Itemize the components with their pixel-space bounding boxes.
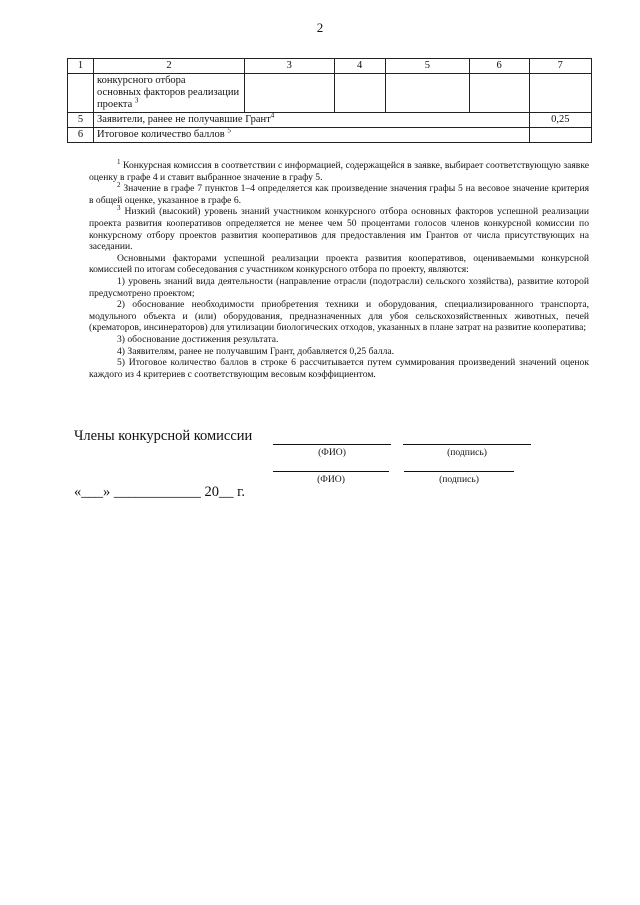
table-cell [244, 74, 334, 113]
score-value [529, 128, 591, 143]
table-row-continued [68, 74, 592, 113]
table-cell [68, 74, 94, 113]
footnote-ref: 5 [227, 126, 231, 135]
header-cell-4: 4 [334, 59, 385, 74]
signature-line-2 [404, 471, 514, 472]
criterion-cell [94, 74, 245, 113]
footnote-ref: 3 [134, 96, 139, 105]
header-cell-7: 7 [529, 59, 591, 74]
table-cell [385, 74, 469, 113]
criteria-table [67, 58, 592, 143]
fio-line-2 [273, 471, 389, 472]
header-cell-6: 6 [469, 59, 529, 74]
factor-1: 1) уровень знаний вида деятельности (направление отрасли (подотрасли) сельского хозяйства), развитие которой предусмотрено проектом; [89, 275, 589, 299]
commission-members-title: Члены конкурсной комиссии [74, 428, 253, 444]
criterion-cell: Итоговое количество баллов $^5$ [94, 128, 530, 143]
factors-intro: Основными факторами успешной реализации проекта развития кооперативов, оцениваемыми конкурсной комиссией по итогам собеседования с участником конкурсного отбора по проекту, являются: [89, 252, 589, 276]
fio-caption-2: (ФИО) [317, 474, 345, 485]
footnote-2: $^2$ Значение в графе 7 пунктов 1–4 определяется как произведение значения графы 5 на весовое значение критерия в общей оценке, указанное в графе 6. [89, 181, 589, 206]
row-number: 6 [68, 128, 94, 143]
fio-line-1 [273, 444, 391, 445]
signature-caption-1: (подпись) [447, 447, 487, 458]
header-cell-1: 1 [68, 59, 94, 74]
criterion-line: основных факторов реализации [97, 87, 240, 98]
table-row-6 [68, 128, 592, 143]
page-number: 2 [316, 20, 324, 35]
factor-2: 2) обоснование необходимости приобретения техники и оборудования, специализированного транспорта, модульного объекта и (или) оборудования, предназначенных для убоя сельскохозяйственных животных, печей (крематоров, инсинераторов) для утилизации биологических отходов, указанных в плане затрат на развитие кооператива; [89, 299, 589, 334]
table-cell [334, 74, 385, 113]
footnote-ref: 4 [270, 111, 275, 120]
footnote-1: $^1$ Конкурсная комиссия в соответствии с информацией, содержащейся в заявке, выбирает соответствующую заявке оценку в графе 4 и ставит выбранное значение в графу 5. [89, 157, 589, 183]
signature-caption-2: (подпись) [439, 474, 479, 485]
note-5: 5) Итоговое количество баллов в строке 6 рассчитывается путем суммирования произведений значений оценок каждого из 4 критериев с соответствующим весовым коэффициентом. [89, 357, 589, 380]
criterion-line: проекта $^3$ [97, 96, 139, 110]
footnotes [89, 157, 589, 380]
header-cell-5: 5 [385, 59, 469, 74]
table-row-5 [68, 113, 592, 128]
row-number: 5 [68, 113, 94, 128]
footnote-3: $^3$ Низкий (высокий) уровень знаний участником конкурсного отбора основных факторов успешной реализации проекта развития кооперативов определяется не менее чем 50 процентами голосов членов конкурсной комиссии по конкурсному отбору проектов развития кооперативов для предоставления им Грантов от числа присутствующих на заседании. [89, 204, 589, 253]
date-line: «___» ____________ 20__ г. [74, 484, 246, 500]
signature-line-1 [403, 444, 531, 445]
fio-caption-1: (ФИО) [318, 447, 346, 458]
factor-3: 3) обоснование достижения результата. [117, 333, 279, 345]
table-cell [529, 74, 591, 113]
score-value: 0,25 [529, 113, 591, 128]
note-4: 4) Заявителям, ранее не получавшим Грант, добавляется 0,25 балла. [117, 345, 395, 357]
criterion-cell: Заявители, ранее не получавшие Грант$^4$ [94, 113, 530, 128]
criterion-line: конкурсного отбора [97, 75, 186, 86]
table-header-row [68, 59, 592, 74]
header-cell-2: 2 [94, 59, 245, 74]
table-cell [469, 74, 529, 113]
header-cell-3: 3 [244, 59, 334, 74]
